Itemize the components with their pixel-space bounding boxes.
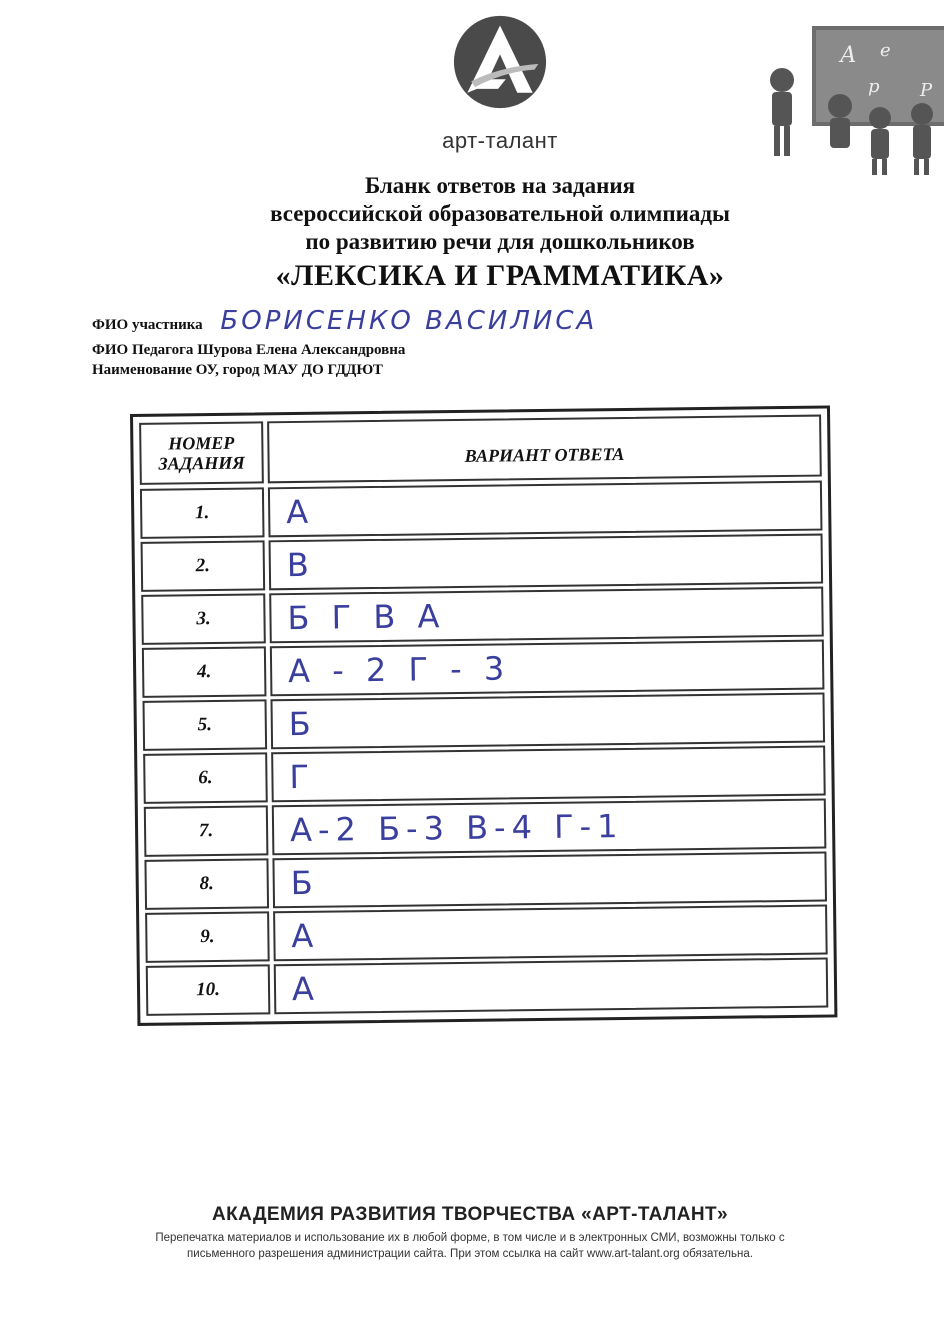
answer-cell[interactable]: А xyxy=(274,958,829,1015)
brand-name: арт-талант xyxy=(442,128,558,153)
children-chalkboard-illustration xyxy=(760,22,944,182)
answer-cell[interactable]: Б xyxy=(272,852,827,909)
academy-name: АКАДЕМИЯ РАЗВИТИЯ ТВОРЧЕСТВА «АРТ-ТАЛАНТ» xyxy=(212,1204,728,1225)
table-row xyxy=(141,587,824,645)
svg-text:Р: Р xyxy=(920,80,933,101)
answer-cell[interactable]: А xyxy=(268,481,823,538)
task-number: 9. xyxy=(145,911,270,963)
svg-text:р: р xyxy=(868,76,880,97)
table-row xyxy=(144,799,827,857)
answer-cell[interactable]: Г xyxy=(271,746,826,803)
title-line-1: Бланк ответов на задания xyxy=(364,173,636,198)
answer-cell[interactable]: А xyxy=(273,905,828,962)
task-number: 7. xyxy=(144,805,269,857)
table-row xyxy=(141,534,824,592)
answer-cell[interactable]: В xyxy=(269,534,824,591)
table-row xyxy=(144,852,827,910)
svg-text:А: А xyxy=(840,43,857,68)
art-talant-logo-icon xyxy=(452,14,548,110)
participant-label: ФИО участника xyxy=(92,317,203,333)
task-number: 8. xyxy=(144,858,269,910)
answer-cell[interactable]: Б Г В А xyxy=(269,587,824,644)
copyright-note xyxy=(96,1230,844,1262)
answer-cell[interactable]: Б xyxy=(270,693,825,750)
answer-cell[interactable]: А - 2 Г - 3 xyxy=(270,640,825,697)
answer-cell[interactable]: А-2 Б-3 В-4 Г-1 xyxy=(272,799,827,856)
participant-row xyxy=(92,306,597,336)
teacher-name: Шурова Елена Александровна xyxy=(197,342,406,358)
form-title xyxy=(160,172,840,296)
table-row xyxy=(143,693,826,751)
task-number: 4. xyxy=(142,646,267,698)
table-row xyxy=(145,905,828,963)
table-row xyxy=(142,640,825,698)
col-task-number-header xyxy=(139,421,264,485)
task-number: 6. xyxy=(143,752,268,804)
answers-table xyxy=(130,405,837,1026)
svg-text:е: е xyxy=(880,40,891,61)
table-row xyxy=(146,958,829,1016)
copyright-note-line-2: письменного разрешения администрации сайта. При этом ссылка на сайт www.art-talant.org обязательна. xyxy=(187,1248,753,1260)
task-number: 3. xyxy=(141,593,266,645)
school-row xyxy=(92,362,383,379)
participant-name: БОРИСЕНКО ВАСИЛИСА xyxy=(220,306,598,336)
olympiad-name: «ЛЕКСИКА И ГРАММАТИКА» xyxy=(275,259,725,292)
title-line-3: по развитию речи для дошкольников xyxy=(305,229,695,254)
school-name: МАУ ДО ГДДЮТ xyxy=(263,362,383,378)
header-line-2: ЗАДАНИЯ xyxy=(158,452,245,474)
title-line-2: всероссийской образовательной олимпиады xyxy=(270,201,730,226)
task-number: 2. xyxy=(141,540,266,592)
copyright-note-line-1: Перепечатка материалов и использование их в любой форме, в том числе и в электронных СМИ, возможны только с xyxy=(155,1232,785,1244)
task-number: 10. xyxy=(146,964,271,1016)
header-line-1: НОМЕР xyxy=(168,432,235,454)
table-row xyxy=(140,481,823,539)
teacher-row xyxy=(92,342,405,359)
table-row xyxy=(143,746,826,804)
school-label: Наименование ОУ, город xyxy=(92,362,260,378)
teacher-label: ФИО Педагога xyxy=(92,342,194,358)
task-number: 5. xyxy=(143,699,268,751)
col-answer-header: ВАРИАНТ ОТВЕТА xyxy=(267,415,822,484)
task-number: 1. xyxy=(140,487,265,539)
table-header xyxy=(139,415,822,485)
